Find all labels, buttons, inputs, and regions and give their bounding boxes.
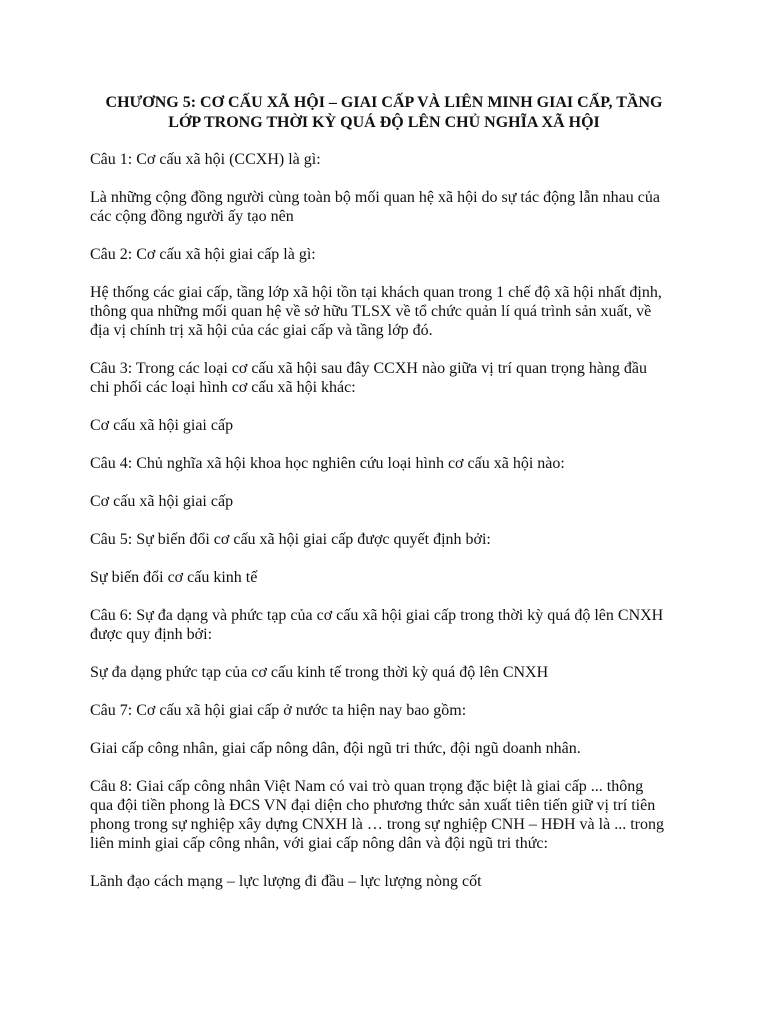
text-line: Hệ thống các giai cấp, tầng lớp xã hội tồn tại khách quan trong 1 chế độ xã hội nhất định, bbox=[90, 284, 662, 301]
text-line: Sự đa dạng phức tạp của cơ cấu kinh tế trong thời kỳ quá độ lên CNXH bbox=[90, 664, 549, 681]
paragraph bbox=[90, 150, 690, 169]
text-line: địa vị chính trị xã hội của các giai cấp và tầng lớp đó. bbox=[90, 322, 433, 339]
document-body bbox=[90, 150, 690, 910]
paragraph bbox=[90, 492, 690, 511]
paragraph bbox=[90, 359, 690, 397]
paragraph bbox=[90, 872, 690, 891]
text-line: Là những cộng đồng người cùng toàn bộ mối quan hệ xã hội do sự tác động lẫn nhau của bbox=[90, 189, 660, 206]
paragraph bbox=[90, 663, 690, 682]
paragraph bbox=[90, 568, 690, 587]
text-line: Cơ cấu xã hội giai cấp bbox=[90, 417, 234, 434]
text-line: Câu 6: Sự đa dạng và phức tạp của cơ cấu xã hội giai cấp trong thời kỳ quá độ lên CNXH bbox=[90, 607, 664, 624]
paragraph bbox=[90, 416, 690, 435]
text-line: Câu 8: Giai cấp công nhân Việt Nam có vai trò quan trọng đặc biệt là giai cấp ... thông bbox=[90, 778, 644, 795]
text-line: phong trong sự nghiệp xây dựng CNXH là … trong sự nghiệp CNH – HĐH và là ... trong bbox=[90, 816, 664, 833]
paragraph bbox=[90, 454, 690, 473]
text-line: Câu 1: Cơ cấu xã hội (CCXH) là gì: bbox=[90, 151, 321, 168]
paragraph bbox=[90, 777, 690, 853]
text-line: Câu 2: Cơ cấu xã hội giai cấp là gì: bbox=[90, 246, 316, 263]
text-line: Câu 4: Chủ nghĩa xã hội khoa học nghiên cứu loại hình cơ cấu xã hội nào: bbox=[90, 455, 565, 472]
paragraph bbox=[90, 245, 690, 264]
paragraph bbox=[90, 606, 690, 644]
paragraph bbox=[90, 739, 690, 758]
text-line: các cộng đồng người ấy tạo nên bbox=[90, 208, 294, 225]
text-line: Cơ cấu xã hội giai cấp bbox=[90, 493, 234, 510]
paragraph bbox=[90, 701, 690, 720]
text-line: Lãnh đạo cách mạng – lực lượng đi đầu – lực lượng nòng cốt bbox=[90, 873, 482, 890]
title-line: CHƯƠNG 5: CƠ CẤU XÃ HỘI – GIAI CẤP VÀ LIÊN MINH GIAI CẤP, TẦNG bbox=[105, 94, 663, 111]
paragraph bbox=[90, 530, 690, 549]
text-line: Câu 7: Cơ cấu xã hội giai cấp ở nước ta hiện nay bao gồm: bbox=[90, 702, 467, 719]
text-line: Sự biến đổi cơ cấu kinh tế bbox=[90, 569, 258, 586]
text-line: liên minh giai cấp công nhân, với giai cấp nông dân và đội ngũ tri thức: bbox=[90, 835, 548, 852]
text-line: thông qua những mối quan hệ về sở hữu TLSX về tổ chức quản lí quá trình sản xuất, về bbox=[90, 303, 652, 320]
text-line: Câu 5: Sự biến đổi cơ cấu xã hội giai cấp được quyết định bởi: bbox=[90, 531, 491, 548]
title-line: LỚP TRONG THỜI KỲ QUÁ ĐỘ LÊN CHỦ NGHĨA XÃ HỘI bbox=[168, 114, 600, 131]
text-line: qua đội tiền phong là ĐCS VN đại diện cho phương thức sản xuất tiên tiến giữ vị trí tiên bbox=[90, 797, 656, 814]
text-line: Câu 3: Trong các loại cơ cấu xã hội sau đây CCXH nào giữa vị trí quan trọng hàng đầu bbox=[90, 360, 648, 377]
text-line: được quy định bởi: bbox=[90, 626, 213, 643]
document-title bbox=[90, 93, 678, 133]
text-line: Giai cấp công nhân, giai cấp nông dân, đội ngũ tri thức, đội ngũ doanh nhân. bbox=[90, 740, 581, 757]
paragraph bbox=[90, 283, 690, 340]
paragraph bbox=[90, 188, 690, 226]
text-line: chi phối các loại hình cơ cấu xã hội khác: bbox=[90, 379, 356, 396]
